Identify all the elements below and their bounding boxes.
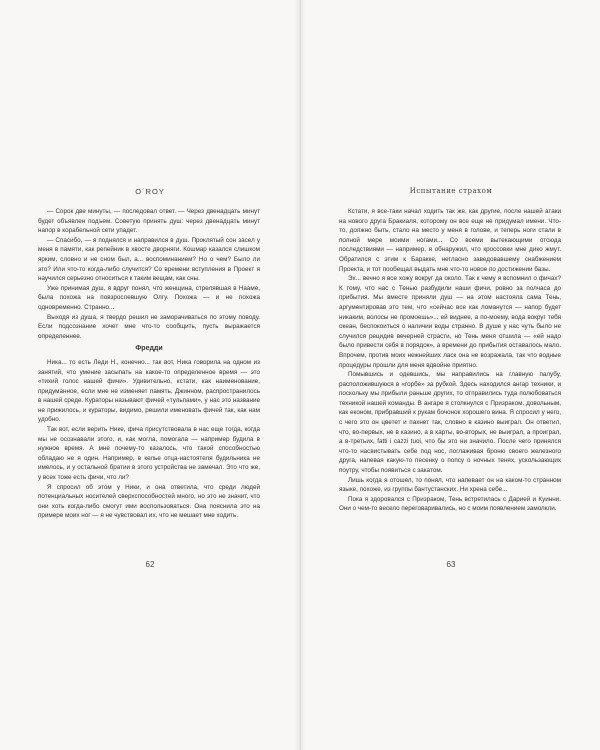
- paragraph: Эх... вечно я все хожу вокруг да около. Так к чему я вспомнил о фичах? К тому, что нас с Тенью разбудили наши фичи, ровно за полчаса до прибытия. Мы вместе приняли душ — на этом настояла сама Тень, аргументировав это тем, что «сейчас все как ломанутся — напор будет никаким, волосы не промоешь»... ей виднее, а по-моему, вода вокруг тебя океан, беспокоиться о наличии воды странно. В душе у нас чуть было не случился рецидив вечерней страсти, но Тень меня отшила — «ей надо было привести себя в порядок», а времени до прибытия оставалось мало. Впрочем, против моих нежнейших ласк она не возражала, так что водные процедуры прошли для меня вдвойне приятно.: [339, 275, 561, 369]
- right-running-head: Испытание страхом: [409, 187, 493, 195]
- paragraph: Уже принимая душ, я вдруг понял, что женщина, стрелявшая в Нааме, была похожа на повзрослевшую Олгу. Похожа — и не похожа одновременно. Странно...: [38, 284, 260, 311]
- paragraph: Помывшись и одевшись, мы направились на главную палубу, расположившуюся в «горбе» за рубкой. Здесь находился ангар техники, и поскольку мы прибыли раньше других, то отправились туда полюбоваться техникой нашей команды. В ангаре я столкнулся с Призраком, довольным, как економ, прибравший к рукам бочонок хорошего вина. Я спросил у него, с чего это он цветет и пахнет так, словно в казино выиграл. Он ответил, что, во-первых, не в казино, а в карты, во-вторых, не выиграл, а проиграл, а в-третьих, fatti i cazzi tuoi, что бы это ни значило. После чего принялся что-то насвистывать себе под нос, поглаживая броню своего железного друга, напевая какую-то песенку о попсу о ночных тенях, ускользающих поутру, чтобы появиться с закатом.: [339, 371, 561, 475]
- paragraph: Пока я здоровался с Призраком, Тень встретилась с Дарией и Куинни. Они о чем-то весело переговаривались, но с моим появлением замолкли.: [339, 495, 561, 513]
- right-page: [300, 0, 600, 750]
- left-body-text: [38, 207, 260, 521]
- paragraph: Кстати, я все-таки начал ходить так же, как другие, после нашей атаки на нового друга Бракиаля, которому он все еще не придумал имени. Что-то, должно быть, стало на место у меня в голове, и теперь ноги стали в полной мере моими ногами... Со всеми вытекающими отсюда последствиями — например, я обнаружил, что кроссовки мне дико жмут. Обратился с этим к Баракке, негласно заведовавшему снабжением Проекта, и тот пообещал выдать мне что-то новое по достижении базы.: [339, 208, 561, 273]
- paragraph: Я спросил об этом у Ники, и она ответила, что среди людей потенциальных носителей сверхспособностей много, но это не значит, что они хоть когда-либо смогут ими воспользоваться. Она пояснила это на примере моих ног — я не чувствовал их, что не мешает мне ходить.: [38, 483, 260, 520]
- paragraph: Так вот, если верить Нике, фича присутствовала в нас еще тогда, когда мы не осознавали этого, и, как могла, помогала — например будила в нужное время. А мне почему-то казалось, что такой способностью обладаю не я один. Например, в келье отца-настоятеля будильника не имелось, и у остальной братии в этого устройства не замечал. Это что же, у всех тоже есть фичи, что ли?: [38, 426, 260, 482]
- book-gutter: [294, 0, 306, 750]
- right-page-number: 63: [446, 560, 456, 569]
- paragraph: Выходя из душа, я твердо решил не заморачиваться по этому поводу. Если подсознание хочет мне что-то сообщить, пусть выражается определеннее.: [38, 313, 260, 340]
- left-running-head: O´ROY: [135, 187, 165, 196]
- left-page-number: 62: [145, 560, 155, 569]
- right-body-text: [339, 207, 561, 514]
- paragraph: Ника... то есть Леди Н., конечно... так вот, Ника говорила на одном из занятий, что умение засыпать на какое-то определенное время — это «тихий голос нашей фичи». Удивительно, кстати, как наименование, придуманное, если мне не изменяет память, Джинном, распространилось в нашей среде. Кураторы называют фичей «тульпами», у нас это название не прижилось, и кураторы, видимо, решили именовать фичей так, как нам удобно.: [38, 358, 260, 424]
- paragraph: — Сорок две минуты, — последовал ответ. — Через двенадцать минут будет объявлен подъем. Советую принять душ: через двенадцать минут напор в корабельной сети упадет.: [38, 208, 260, 235]
- paragraph: — Спасибо, — я поднялся и направился в душ. Проклятый сон засел у меня в памяти, как репейник в хвосте дворняги. Кошмар казался слишком ярким, словно и не сном был, а... воспоминанием? Но о чем? Было ли это? Или что-то когда-либо случится? Со времени вступления в Проект я научился серьезно относиться к таким вещам, как сны.: [38, 236, 260, 283]
- paragraph: Лишь когда я отошел, то понял, что напевает он на каком-то странном языке, похоже, из группы бантустанских. Ни хрена себе...: [339, 476, 561, 494]
- section-heading: Фредди: [135, 345, 163, 353]
